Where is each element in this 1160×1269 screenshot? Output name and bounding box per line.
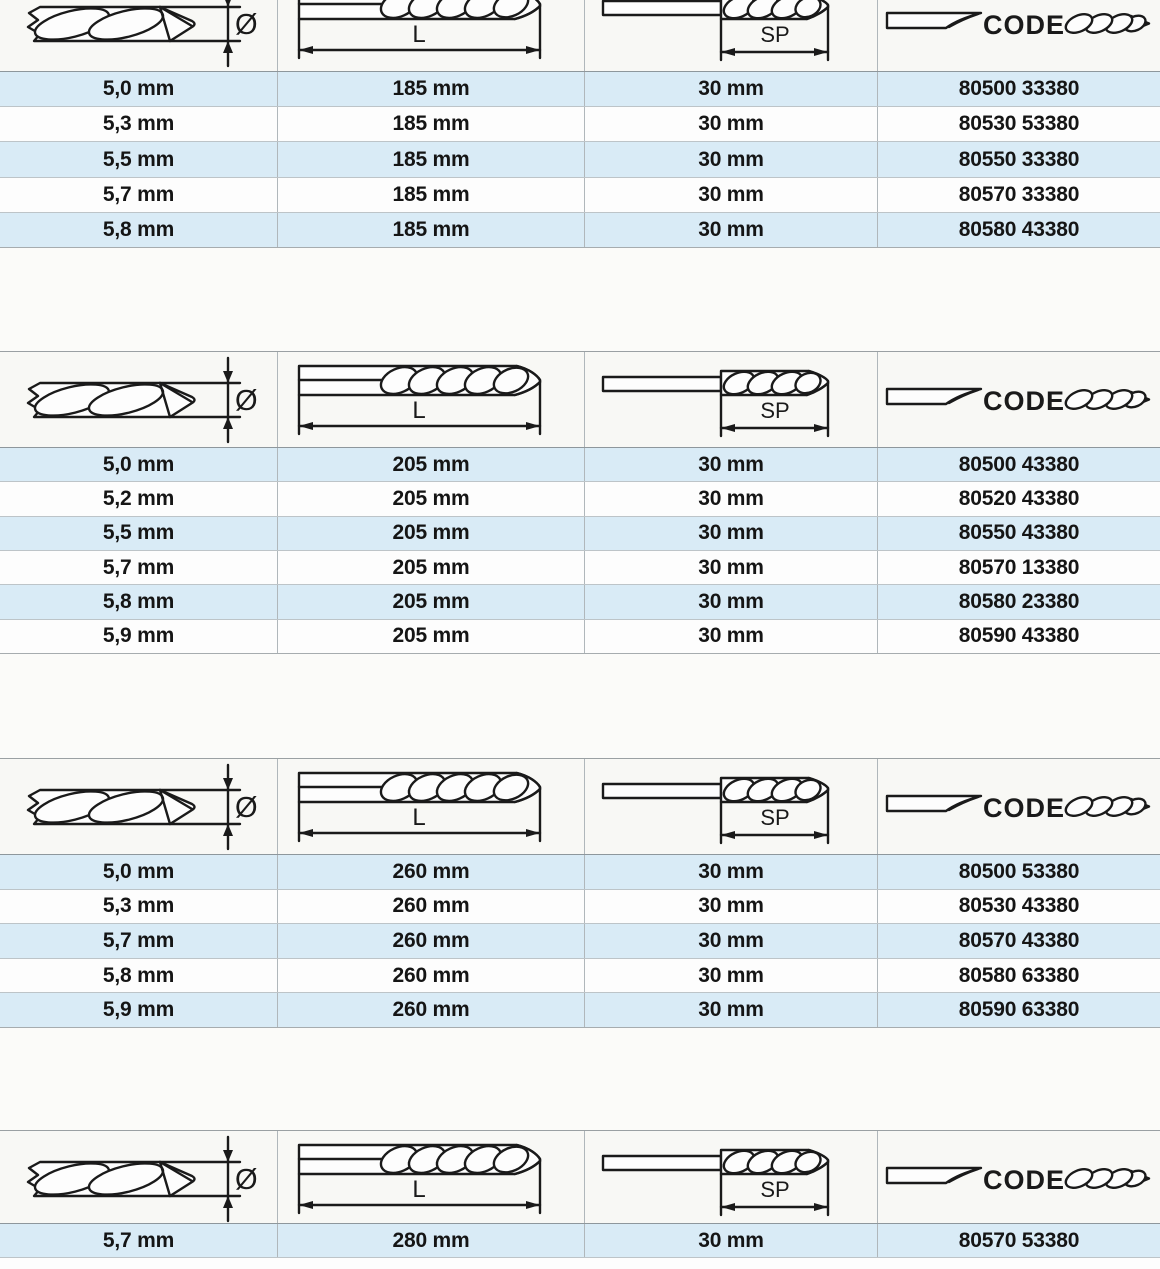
diameter-cell: 5,0 mm xyxy=(0,855,278,889)
code-logo-icon xyxy=(881,1158,1157,1200)
length-cell: 260 mm xyxy=(278,993,585,1027)
drill-spiral-length-diagram-icon xyxy=(597,352,865,447)
length-cell: 205 mm xyxy=(278,551,585,584)
diameter-cell: 5,3 mm xyxy=(0,107,278,141)
length-cell: 260 mm xyxy=(278,855,585,889)
code-cell: 80550 43380 xyxy=(958,521,1080,545)
spiral-cell: 30 mm xyxy=(585,993,878,1027)
drill-bit-table xyxy=(0,758,1160,1028)
diameter-column-header xyxy=(0,1131,278,1223)
spiral-cell: 30 mm xyxy=(585,213,878,247)
code-label: CODE xyxy=(983,386,1066,416)
drill-bit-table xyxy=(0,1130,1160,1269)
spiral-cell: 30 mm xyxy=(585,855,878,889)
table-row-partial xyxy=(0,1257,1160,1269)
length-cell: 205 mm xyxy=(278,620,585,653)
code-label: CODE xyxy=(983,10,1066,40)
spiral-dimension-label: SP xyxy=(760,398,790,423)
diameter-symbol-label: Ø xyxy=(234,385,258,417)
spiral-cell: 30 mm xyxy=(585,517,878,550)
spiral-column-header xyxy=(585,0,878,71)
length-cell: 260 mm xyxy=(278,924,585,958)
diameter-cell: 5,7 mm xyxy=(0,551,278,584)
code-cell: 80570 43380 xyxy=(958,928,1080,952)
code-cell: 80500 53380 xyxy=(958,859,1080,883)
length-cell: 185 mm xyxy=(278,72,585,106)
spiral-dimension-label: SP xyxy=(760,1177,790,1202)
drill-diameter-diagram-icon xyxy=(14,0,264,71)
spiral-cell: 30 mm xyxy=(585,620,878,653)
code-cell: 80520 43380 xyxy=(958,486,1080,510)
spiral-cell: 30 mm xyxy=(585,178,878,212)
diameter-symbol-label: Ø xyxy=(234,792,258,824)
code-column-header xyxy=(878,759,1160,854)
diameter-cell: 5,7 mm xyxy=(0,924,278,958)
code-cell: 80500 33380 xyxy=(958,77,1080,101)
table-row xyxy=(0,212,1160,247)
drill-length-diagram-icon xyxy=(281,352,581,447)
table-header xyxy=(0,759,1160,854)
diameter-cell: 5,7 mm xyxy=(0,1224,278,1257)
spiral-cell: 30 mm xyxy=(585,448,878,481)
length-dimension-label: L xyxy=(412,1176,426,1203)
length-cell: 185 mm xyxy=(278,107,585,141)
length-cell: 185 mm xyxy=(278,213,585,247)
table-row xyxy=(0,516,1160,550)
diameter-column-header xyxy=(0,759,278,854)
spiral-cell: 30 mm xyxy=(585,924,878,958)
diameter-column-header xyxy=(0,352,278,447)
code-cell: 80530 43380 xyxy=(958,894,1080,918)
length-cell: 205 mm xyxy=(278,482,585,515)
spiral-cell: 30 mm xyxy=(585,890,878,924)
spiral-dimension-label: SP xyxy=(760,805,790,830)
drill-spiral-length-diagram-icon xyxy=(597,759,865,854)
length-dimension-label: L xyxy=(412,804,426,831)
length-cell: 260 mm xyxy=(278,959,585,993)
table-row xyxy=(0,619,1160,653)
diameter-symbol-label: Ø xyxy=(234,1164,258,1196)
code-cell: 80550 33380 xyxy=(958,147,1080,171)
code-column-header xyxy=(878,1131,1160,1223)
table-body xyxy=(0,1223,1160,1269)
code-cell: 80530 53380 xyxy=(958,112,1080,136)
spiral-column-header xyxy=(585,352,878,447)
diameter-cell: 5,0 mm xyxy=(0,448,278,481)
table-row xyxy=(0,855,1160,889)
diameter-cell: 5,9 mm xyxy=(0,993,278,1027)
table-header xyxy=(0,0,1160,71)
table-body xyxy=(0,71,1160,247)
drill-diameter-diagram-icon xyxy=(14,759,264,854)
code-column-header xyxy=(878,0,1160,71)
length-cell: 260 mm xyxy=(278,890,585,924)
spiral-dimension-label: SP xyxy=(760,22,790,47)
table-row xyxy=(0,958,1160,993)
table-header xyxy=(0,352,1160,447)
spiral-column-header xyxy=(585,759,878,854)
length-cell: 205 mm xyxy=(278,585,585,618)
diameter-cell: 5,5 mm xyxy=(0,517,278,550)
table-row xyxy=(0,72,1160,106)
length-dimension-label: L xyxy=(412,21,426,48)
table-row xyxy=(0,584,1160,618)
spiral-cell: 30 mm xyxy=(585,482,878,515)
diameter-cell: 5,8 mm xyxy=(0,213,278,247)
code-cell: 80590 63380 xyxy=(958,998,1080,1022)
drill-bit-table xyxy=(0,351,1160,654)
code-cell: 80500 43380 xyxy=(958,452,1080,476)
spiral-cell: 30 mm xyxy=(585,959,878,993)
table-body xyxy=(0,854,1160,1027)
drill-length-diagram-icon xyxy=(281,759,581,854)
code-cell: 80570 33380 xyxy=(958,182,1080,206)
drill-spiral-length-diagram-icon xyxy=(597,0,865,71)
table-row xyxy=(0,448,1160,481)
code-cell: 80570 13380 xyxy=(958,555,1080,579)
spiral-cell: 30 mm xyxy=(585,1224,878,1257)
drill-length-diagram-icon xyxy=(281,1131,581,1223)
table-row xyxy=(0,177,1160,212)
length-cell: 280 mm xyxy=(278,1224,585,1257)
drill-bit-table xyxy=(0,0,1160,248)
code-logo-icon xyxy=(881,3,1157,45)
length-column-header xyxy=(278,1131,585,1223)
table-row xyxy=(0,992,1160,1027)
code-cell: 80580 43380 xyxy=(958,217,1080,241)
code-logo-icon xyxy=(881,379,1157,421)
length-cell: 205 mm xyxy=(278,448,585,481)
table-row xyxy=(0,550,1160,584)
drill-diameter-diagram-icon xyxy=(14,352,264,447)
code-cell: 80590 43380 xyxy=(958,624,1080,648)
diameter-cell: 5,8 mm xyxy=(0,959,278,993)
length-column-header xyxy=(278,759,585,854)
code-label: CODE xyxy=(983,1165,1066,1195)
diameter-cell: 5,2 mm xyxy=(0,482,278,515)
code-cell: 80580 23380 xyxy=(958,589,1080,613)
diameter-cell: 5,0 mm xyxy=(0,72,278,106)
spiral-cell: 30 mm xyxy=(585,72,878,106)
length-column-header xyxy=(278,352,585,447)
length-dimension-label: L xyxy=(412,397,426,424)
length-cell: 185 mm xyxy=(278,178,585,212)
table-body xyxy=(0,447,1160,653)
spiral-cell: 30 mm xyxy=(585,142,878,176)
drill-spiral-length-diagram-icon xyxy=(597,1131,865,1223)
table-row xyxy=(0,481,1160,515)
code-label: CODE xyxy=(983,793,1066,823)
spiral-cell: 30 mm xyxy=(585,585,878,618)
code-logo-icon xyxy=(881,786,1157,828)
diameter-cell: 5,8 mm xyxy=(0,585,278,618)
length-cell: 205 mm xyxy=(278,517,585,550)
diameter-cell: 5,7 mm xyxy=(0,178,278,212)
diameter-cell: 5,5 mm xyxy=(0,142,278,176)
diameter-column-header xyxy=(0,0,278,71)
table-row xyxy=(0,106,1160,141)
drill-length-diagram-icon xyxy=(281,0,581,71)
table-row xyxy=(0,1224,1160,1257)
diameter-cell: 5,9 mm xyxy=(0,620,278,653)
table-header xyxy=(0,1131,1160,1223)
spiral-cell: 30 mm xyxy=(585,551,878,584)
table-row xyxy=(0,889,1160,924)
code-cell: 80570 53380 xyxy=(958,1228,1080,1252)
length-cell: 185 mm xyxy=(278,142,585,176)
spiral-cell: 30 mm xyxy=(585,107,878,141)
diameter-cell: 5,3 mm xyxy=(0,890,278,924)
spiral-column-header xyxy=(585,1131,878,1223)
length-column-header xyxy=(278,0,585,71)
diameter-symbol-label: Ø xyxy=(234,9,258,41)
code-column-header xyxy=(878,352,1160,447)
code-cell: 80580 63380 xyxy=(958,963,1080,987)
table-row xyxy=(0,923,1160,958)
table-row xyxy=(0,141,1160,176)
drill-diameter-diagram-icon xyxy=(14,1131,264,1223)
